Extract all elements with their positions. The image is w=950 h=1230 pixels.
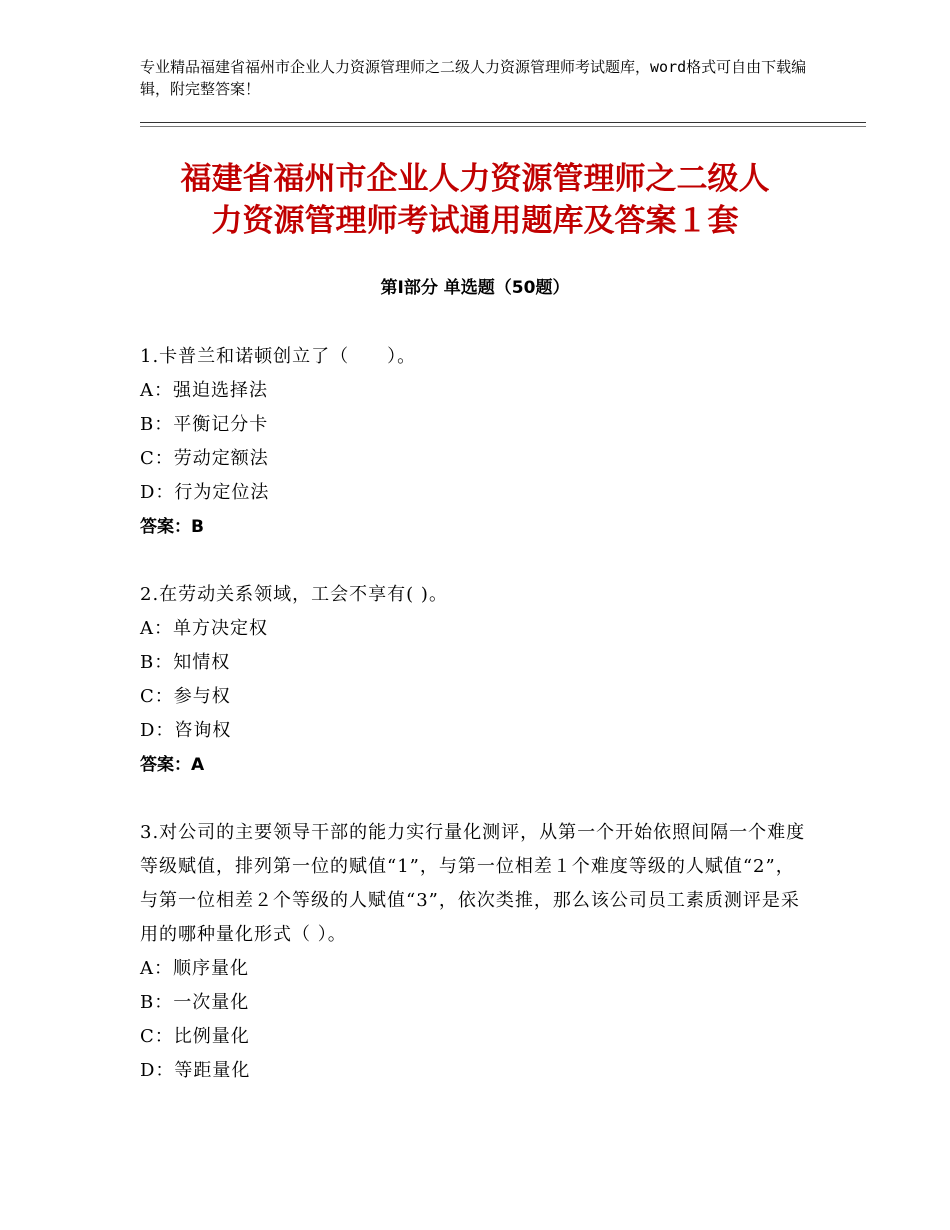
- document-title-line-1: 福建省福州市企业人力资源管理师之二级人: [180, 161, 770, 197]
- option-a: A：单方决定权: [140, 618, 268, 639]
- option-d: D：咨询权: [140, 720, 232, 741]
- section-title: 第Ⅰ部分 单选题（50题）: [380, 278, 570, 298]
- header-note: 专业精品福建省福州市企业人力资源管理师之二级人力资源管理师考试题库，word格式可自由下载编辑，附完整答案！: [140, 58, 807, 98]
- answer: 答案：A: [140, 755, 205, 775]
- question-stem: 3.对公司的主要领导干部的能力实行量化测评，从第一个开始依照间隔一个难度等级赋值，排列第一位的赋值“1”，与第一位相差１个难度等级的人赋值“2”，与第一位相差２个等级的人赋值“3”，依次类推，那么该公司员工素质测评是采用的哪种量化形式（ ）。: [140, 822, 806, 945]
- option-b: B：一次量化: [140, 992, 250, 1013]
- option-b: B：平衡记分卡: [140, 414, 269, 435]
- option-d: D：行为定位法: [140, 482, 270, 503]
- option-a: A：强迫选择法: [140, 380, 268, 401]
- question-3: [140, 816, 810, 1088]
- question-stem: 1.卡普兰和诺顿创立了（ ）。: [140, 346, 417, 367]
- header-rule-top: [140, 122, 866, 123]
- document-title-line-2: 力资源管理师考试通用题库及答案１套: [211, 203, 739, 239]
- option-c: C：参与权: [140, 686, 231, 707]
- question-2: [140, 578, 810, 782]
- option-b: B：知情权: [140, 652, 231, 673]
- option-a: A：顺序量化: [140, 958, 249, 979]
- answer: 答案：B: [140, 517, 204, 537]
- header-rule-bottom: [140, 126, 866, 127]
- option-c: C：劳动定额法: [140, 448, 269, 469]
- question-stem: 2.在劳动关系领域，工会不享有( )。: [140, 584, 448, 605]
- question-list: [140, 340, 810, 1122]
- document-title: [110, 158, 840, 242]
- option-c: C：比例量化: [140, 1026, 250, 1047]
- question-1: [140, 340, 810, 544]
- option-d: D：等距量化: [140, 1060, 251, 1081]
